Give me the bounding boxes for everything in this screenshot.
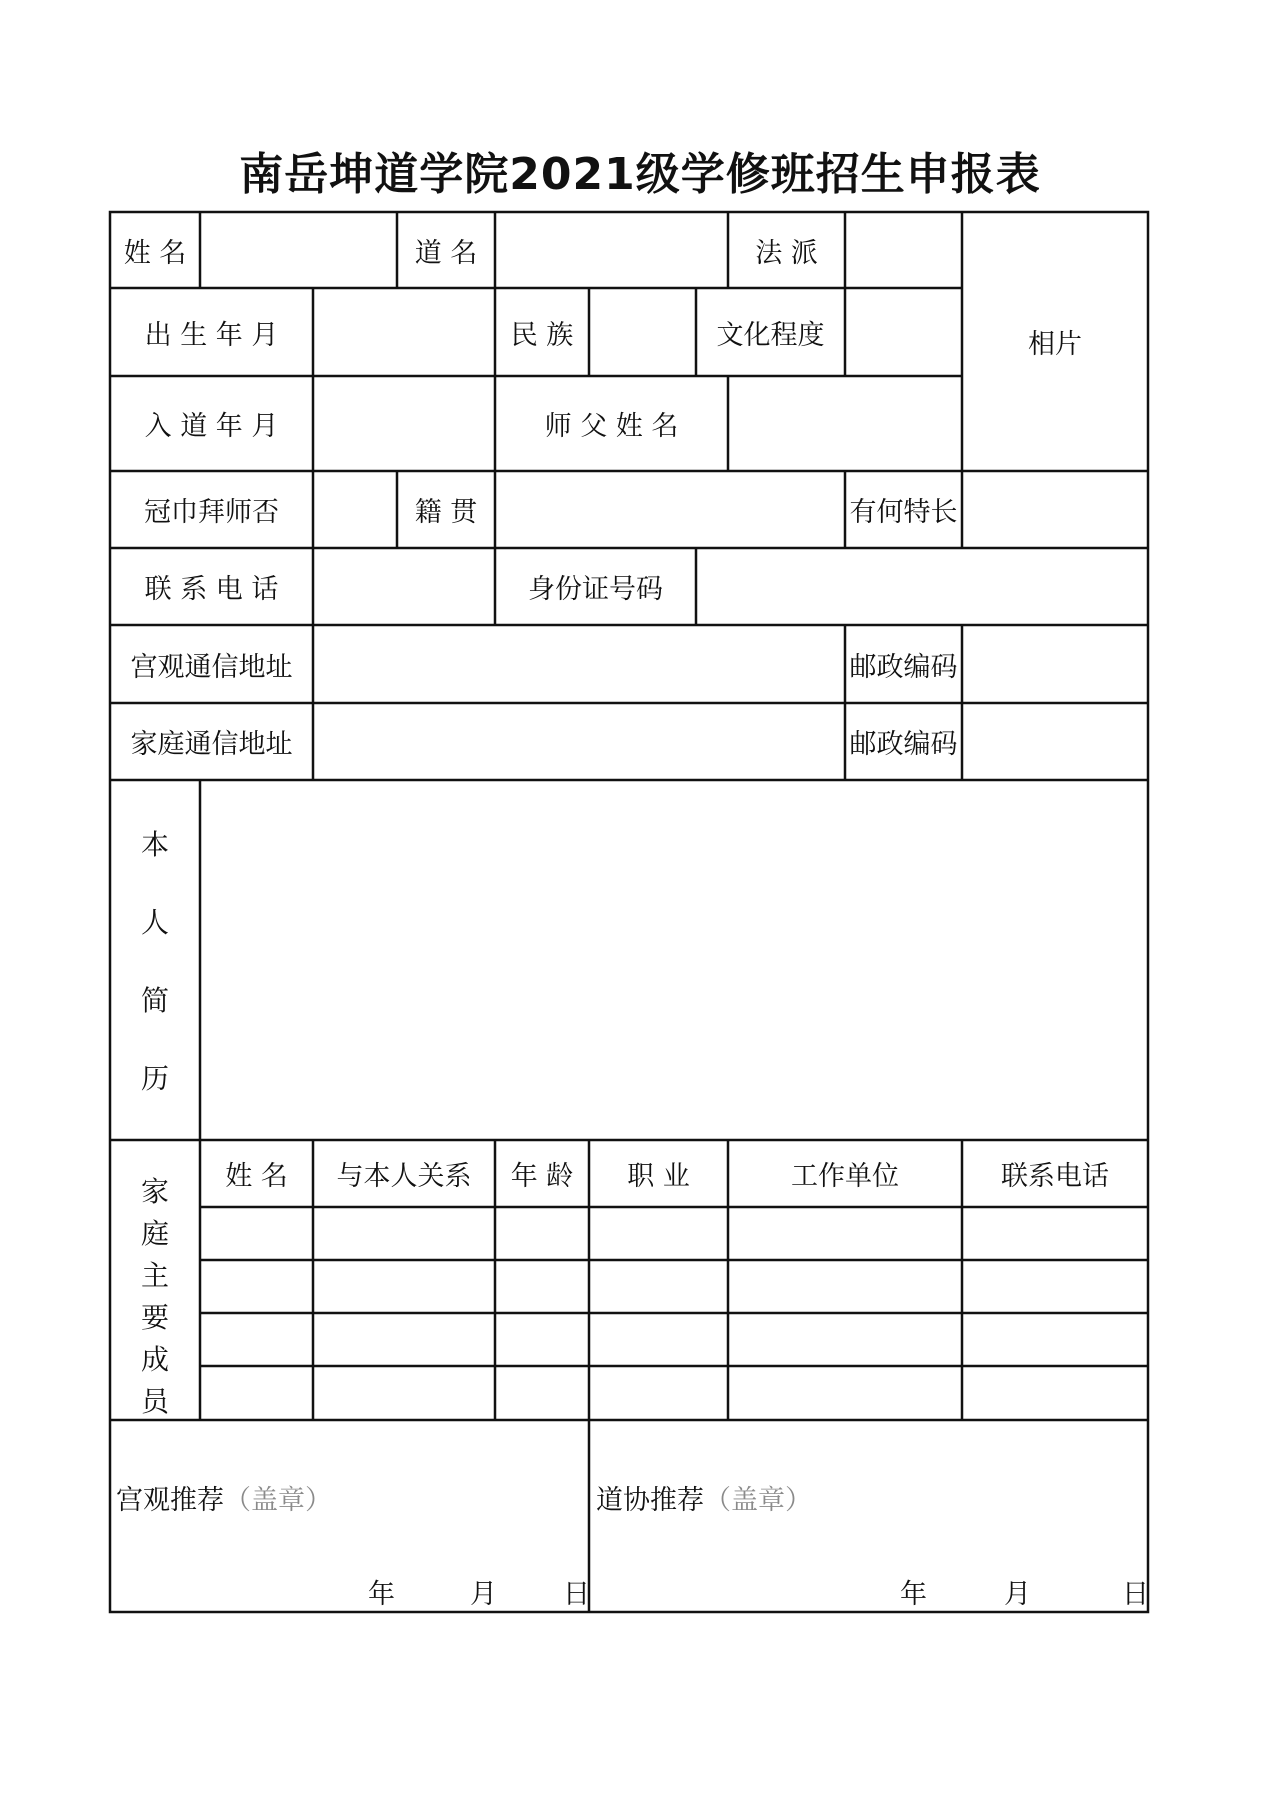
association-date-year: 年 [900, 1579, 927, 1610]
family-relation-cell[interactable] [313, 1207, 495, 1260]
home-address-field[interactable] [313, 703, 845, 780]
phone-label: 联 系 电 话 [144, 574, 279, 605]
ordination-field[interactable] [313, 471, 397, 548]
family-workplace-cell[interactable] [728, 1313, 962, 1366]
association-date-day: 日 [1122, 1579, 1149, 1610]
master-name-field[interactable] [728, 376, 962, 471]
family-name-cell[interactable] [200, 1366, 313, 1419]
resume-label-char: 人 [140, 906, 169, 939]
family-label [110, 1140, 200, 1420]
dao-name-label: 道 名 [414, 237, 478, 269]
id-number-label: 身份证号码 [528, 574, 663, 605]
family-relation-cell[interactable] [313, 1260, 495, 1313]
family-age-cell[interactable] [495, 1366, 589, 1419]
resume-label-char: 本 [140, 828, 169, 861]
family-phone-cell[interactable] [962, 1366, 1148, 1419]
family-label-char: 要 [140, 1301, 169, 1334]
family-header-workplace: 工作单位 [791, 1161, 899, 1192]
education-label: 文化程度 [716, 319, 825, 351]
birth-field[interactable] [313, 288, 495, 376]
family-header-relation: 与本人关系 [336, 1161, 472, 1192]
sect-field[interactable] [845, 212, 962, 288]
dao-name-field[interactable] [495, 212, 728, 288]
temple-date-day: 日 [563, 1579, 590, 1610]
family-workplace-cell[interactable] [728, 1207, 962, 1260]
native-place-label: 籍 贯 [414, 497, 478, 528]
association-seal-hint: （盖章） [704, 1485, 812, 1516]
temple-postcode-field[interactable] [962, 625, 1148, 703]
resume-field[interactable] [200, 780, 1148, 1140]
family-header-name: 姓 名 [225, 1161, 288, 1192]
name-field[interactable] [200, 212, 397, 288]
phone-field[interactable] [313, 548, 495, 625]
sect-label: 法 派 [755, 237, 818, 269]
photo-box[interactable]: 相片 [1028, 329, 1082, 360]
family-name-cell[interactable] [200, 1313, 313, 1366]
home-address-label: 家庭通信地址 [130, 729, 293, 760]
family-header-age: 年 龄 [510, 1161, 574, 1192]
family-occupation-cell[interactable] [589, 1366, 728, 1419]
family-relation-cell[interactable] [313, 1313, 495, 1366]
temple-recommend-area[interactable] [110, 1420, 589, 1612]
family-relation-cell[interactable] [313, 1366, 495, 1419]
resume-label-char: 历 [140, 1062, 169, 1095]
entry-date-label: 入 道 年 月 [144, 411, 279, 442]
family-workplace-cell[interactable] [728, 1366, 962, 1419]
family-label-char: 家 [140, 1175, 169, 1208]
family-label-char: 庭 [140, 1217, 169, 1250]
family-label-char: 员 [140, 1385, 169, 1418]
id-number-field[interactable] [696, 548, 1148, 625]
family-workplace-cell[interactable] [728, 1260, 962, 1313]
family-occupation-cell[interactable] [589, 1260, 728, 1313]
association-recommend-text: 道协推荐 [596, 1485, 704, 1516]
family-age-cell[interactable] [495, 1313, 589, 1366]
family-name-cell[interactable] [200, 1260, 313, 1313]
resume-label-char: 简 [140, 984, 169, 1017]
family-age-cell[interactable] [495, 1207, 589, 1260]
home-postcode-field[interactable] [962, 703, 1148, 780]
family-phone-cell[interactable] [962, 1260, 1148, 1313]
association-date-month: 月 [1004, 1579, 1031, 1610]
association-recommend-area[interactable] [589, 1420, 1148, 1612]
family-header-occupation: 职 业 [627, 1161, 690, 1192]
education-field[interactable] [845, 288, 962, 376]
ethnicity-label: 民 族 [510, 319, 574, 351]
temple-postcode-label: 邮政编码 [849, 651, 958, 683]
home-postcode-label: 邮政编码 [849, 729, 958, 760]
form-title: 南岳坤道学院2021级学修班招生申报表 [239, 149, 1041, 200]
ethnicity-field[interactable] [589, 288, 696, 376]
birth-label: 出 生 年 月 [144, 319, 279, 351]
family-header-phone: 联系电话 [1001, 1161, 1109, 1192]
family-label-char: 成 [140, 1343, 169, 1376]
resume-label [110, 780, 200, 1140]
specialty-field[interactable] [962, 471, 1148, 548]
ordination-label: 冠巾拜师否 [144, 497, 279, 528]
family-occupation-cell[interactable] [589, 1207, 728, 1260]
temple-recommend-text: 宫观推荐 [116, 1485, 224, 1516]
specialty-label: 有何特长 [849, 497, 958, 528]
family-phone-cell[interactable] [962, 1313, 1148, 1366]
temple-address-label: 宫观通信地址 [130, 651, 293, 683]
native-place-field[interactable] [495, 471, 845, 548]
entry-date-field[interactable] [313, 376, 495, 471]
family-name-cell[interactable] [200, 1207, 313, 1260]
master-name-label: 师 父 姓 名 [544, 411, 679, 442]
temple-seal-hint: （盖章） [224, 1485, 332, 1516]
family-age-cell[interactable] [495, 1260, 589, 1313]
family-label-char: 主 [140, 1259, 169, 1292]
temple-date-month: 月 [470, 1579, 497, 1610]
temple-date-year: 年 [368, 1579, 395, 1610]
family-occupation-cell[interactable] [589, 1313, 728, 1366]
name-label: 姓 名 [123, 237, 187, 269]
family-phone-cell[interactable] [962, 1207, 1148, 1260]
temple-address-field[interactable] [313, 625, 845, 703]
